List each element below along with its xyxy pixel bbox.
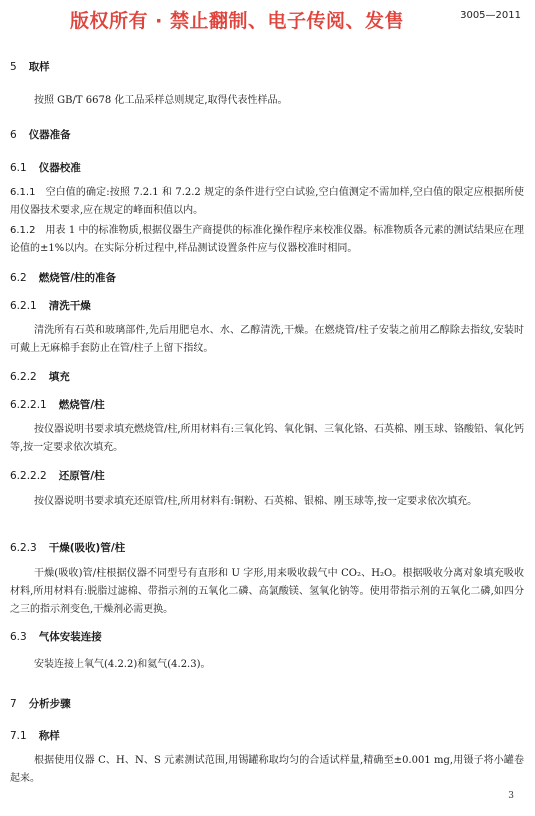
section-7-heading: [10, 696, 524, 711]
section-title: 气体安装连接: [38, 631, 102, 643]
section-title: 填充: [48, 371, 70, 383]
section-title: 燃烧管/柱的准备: [38, 272, 117, 284]
section-title: 仪器准备: [28, 129, 71, 141]
section-title: 称样: [38, 730, 60, 742]
clause-6-1-2: [10, 222, 524, 258]
section-number: 7: [10, 698, 17, 710]
section-6-2-1-heading: [10, 298, 524, 313]
clause-number: 6.1.2: [10, 225, 36, 236]
section-6-2-heading: [10, 270, 524, 285]
section-6-2-1-paragraph: 清洗所有石英和玻璃部件,先后用肥皂水、水、乙醇清洗,干燥。在燃烧管/柱子安装之前用乙醇除去指纹,安装时可戴上无麻棉手套防止在管/柱子上留下指纹。: [10, 325, 524, 354]
section-6-2-3-heading: [10, 540, 524, 555]
section-6-1-heading: [10, 160, 524, 175]
section-6-2-2-2-heading: [10, 468, 524, 483]
section-title: 取样: [28, 61, 50, 73]
section-title: 分析步骤: [28, 698, 71, 710]
section-title: 还原管/柱: [58, 470, 105, 482]
section-title: 清洗干燥: [48, 300, 91, 312]
section-number: 6.2.1: [10, 300, 37, 312]
clause-6-1-1: [10, 184, 524, 220]
section-number: 6.3: [10, 631, 27, 643]
section-title: 燃烧管/柱: [58, 399, 105, 411]
clause-text: 空白值的确定:按照 7.2.1 和 7.2.2 规定的条件进行空白试验,空白值测定不需加样,空白值的限定应根据所使用仪器技术要求,应在规定的峰面积值以内。: [10, 187, 524, 216]
section-6-2-2-heading: [10, 369, 524, 384]
section-number: 7.1: [10, 730, 27, 742]
section-6-3-heading: [10, 629, 524, 644]
section-number: 6.2.2: [10, 371, 37, 383]
section-number: 5: [10, 61, 17, 73]
copyright-watermark: 版权所有 · 禁止翻制、电子传阅、发售: [70, 10, 404, 32]
section-title: 仪器校准: [38, 162, 81, 174]
section-number: 6.2: [10, 272, 27, 284]
section-number: 6.2.3: [10, 542, 37, 554]
section-7-1-heading: [10, 728, 524, 743]
section-6-2-3-paragraph: 干燥(吸收)管/柱根据仪器不同型号有直形和 U 字形,用来吸收载气中 CO₂、H₂O。根据吸收分离对象填充吸收材料,所用材料有:脱脂过滤棉、带指示剂的五氧化二磷、高氯酸镁、氢氧化钠等。使用带指示剂的五氧化二磷,如四分之三的指示剂变色,干燥剂必需更换。: [10, 568, 524, 615]
document-number: 3005—2011: [460, 10, 521, 21]
section-6-heading: [10, 127, 524, 142]
clause-text: 用表 1 中的标准物质,根据仪器生产商提供的标准化操作程序来校准仪器。标准物质各元素的测试结果应在理论值的±1%以内。在实际分析过程中,样品测试设置条件应与仪器校准时相同。: [10, 225, 524, 254]
section-5-paragraph: 按照 GB/T 6678 化工品采样总则规定,取得代表性样品。: [34, 95, 288, 106]
section-title: 干燥(吸收)管/柱: [48, 542, 126, 554]
section-number: 6.1: [10, 162, 27, 174]
section-6-2-2-2-paragraph: 按仪器说明书要求填充还原管/柱,所用材料有:铜粉、石英棉、银棉、刚玉球等,按一定要求依次填充。: [34, 496, 478, 507]
clause-number: 6.1.1: [10, 187, 36, 198]
section-6-3-paragraph: 安装连接上氧气(4.2.2)和氦气(4.2.3)。: [34, 659, 211, 670]
section-7-1-paragraph: 根据使用仪器 C、H、N、S 元素测试范围,用锡罐称取均匀的合适试样量,精确至±0.001 mg,用镊子将小罐卷起来。: [10, 755, 524, 784]
section-5-heading: [10, 59, 524, 74]
section-number: 6.2.2.2: [10, 470, 47, 482]
section-6-2-2-1-paragraph: 按仪器说明书要求填充燃烧管/柱,所用材料有:三氧化钨、氧化铜、三氧化铬、石英棉、刚玉球、铬酸铅、氧化钙等,按一定要求依次填充。: [10, 424, 524, 453]
section-number: 6: [10, 129, 17, 141]
section-number: 6.2.2.1: [10, 399, 47, 411]
page-number: 3: [508, 791, 514, 801]
section-6-2-2-1-heading: [10, 397, 524, 412]
